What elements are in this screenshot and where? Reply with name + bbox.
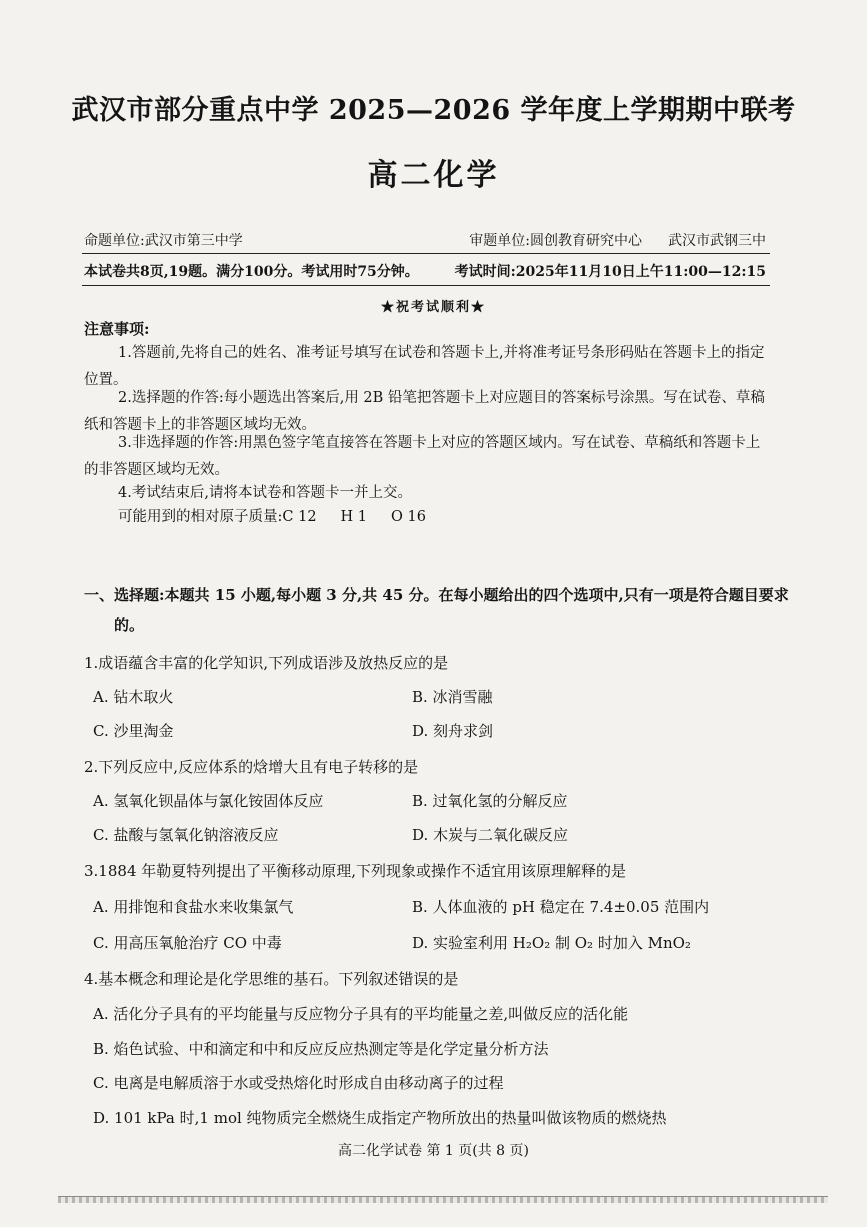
divider-line xyxy=(82,285,770,286)
reviewer-group xyxy=(469,230,766,250)
option: A. 钻木取火 xyxy=(93,688,174,706)
option: C. 用高压氧舱治疗 CO 中毒 xyxy=(93,934,282,952)
exam-time-text: 考试时间:2025年11月10日上午11:00—12:15 xyxy=(454,264,766,280)
note-item: 2.选择题的作答:每小题选出答案后,用 2B 铅笔把答题卡上对应题目的答案标号涂黑。写在试卷、草稿纸和答题卡上的非答题区域均无效。 xyxy=(84,390,765,433)
option: A. 活化分子具有的平均能量与反应物分子具有的平均能量之差,叫做反应的活化能 xyxy=(93,1005,629,1023)
option: D. 实验室利用 H₂O₂ 制 O₂ 时加入 MnO₂ xyxy=(412,934,691,952)
option: C. 电离是电解质溶于水或受热熔化时形成自由移动离子的过程 xyxy=(93,1074,504,1092)
exam-title: 武汉市部分重点中学 2025—2026 学年度上学期期中联考 xyxy=(71,95,796,126)
divider-line xyxy=(82,253,770,254)
option: C. 盐酸与氢氧化钠溶液反应 xyxy=(93,826,279,844)
subject-title: 高二化学 xyxy=(367,158,500,193)
proposer-text: 命题单位:武汉市第三中学 xyxy=(84,233,243,249)
good-luck-banner: ★祝考试顺利★ xyxy=(380,300,486,315)
note-item: 1.答题前,先将自己的姓名、准考证号填写在试卷和答题卡上,并将准考证号条形码贴在答题卡上的指定位置。 xyxy=(84,345,765,388)
paper-info-text: 本试卷共8页,19题。满分100分。考试用时75分钟。 xyxy=(84,264,419,280)
note-item: 3.非选择题的作答:用黑色签字笔直接答在答题卡上对应的答题区域内。写在试卷、草稿纸和答题卡上的非答题区域均无效。 xyxy=(84,435,761,478)
question-stem: 2.下列反应中,反应体系的焓增大且有电子转移的是 xyxy=(84,758,419,776)
atomic-mass-line xyxy=(84,504,766,531)
option: D. 101 kPa 时,1 mol 纯物质完全燃烧生成指定产物所放出的热量叫做该物质的燃烧热 xyxy=(93,1109,667,1127)
question-stem: 4.基本概念和理论是化学思维的基石。下列叙述错误的是 xyxy=(84,970,459,988)
option: C. 沙里淘金 xyxy=(93,722,174,740)
reviewer-text: 审题单位:圆创教育研究中心 xyxy=(469,233,642,249)
atomic-mass-value: C 12 xyxy=(282,509,317,525)
option: D. 刻舟求剑 xyxy=(412,722,494,740)
exam-info-row xyxy=(84,261,766,281)
note-item: 4.考试结束后,请将本试卷和答题卡一并上交。 xyxy=(118,485,412,501)
option: D. 木炭与二氧化碳反应 xyxy=(412,826,569,844)
paper-edge-decoration xyxy=(58,1196,828,1203)
question-stem: 3.1884 年勒夏特列提出了平衡移动原理,下列现象或操作不适宜用该原理解释的是 xyxy=(84,862,627,880)
section-heading: 一、选择题:本题共 15 小题,每小题 3 分,共 45 分。在每小题给出的四个选项中,只有一项是符合题目要求的。 xyxy=(84,586,789,634)
option: B. 过氧化氢的分解反应 xyxy=(412,792,568,810)
atomic-mass-value: H 1 xyxy=(340,509,368,525)
atomic-mass-label: 可能用到的相对原子质量: xyxy=(118,509,283,525)
reviewer-school-text: 武汉市武钢三中 xyxy=(668,233,766,249)
authorship-row xyxy=(84,230,766,250)
option: B. 冰消雪融 xyxy=(412,688,493,706)
option: A. 氢氧化钡晶体与氯化铵固体反应 xyxy=(93,792,324,810)
notes-heading: 注意事项: xyxy=(84,320,150,338)
option: A. 用排饱和食盐水来收集氯气 xyxy=(93,898,294,916)
option: B. 焰色试验、中和滴定和中和反应反应热测定等是化学定量分析方法 xyxy=(93,1040,549,1058)
atomic-mass-value: O 16 xyxy=(391,509,426,525)
option: B. 人体血液的 pH 稳定在 7.4±0.05 范围内 xyxy=(412,898,710,916)
question-stem: 1.成语蕴含丰富的化学知识,下列成语涉及放热反应的是 xyxy=(84,654,449,672)
page-footer: 高二化学试卷 第 1 页(共 8 页) xyxy=(338,1143,529,1159)
